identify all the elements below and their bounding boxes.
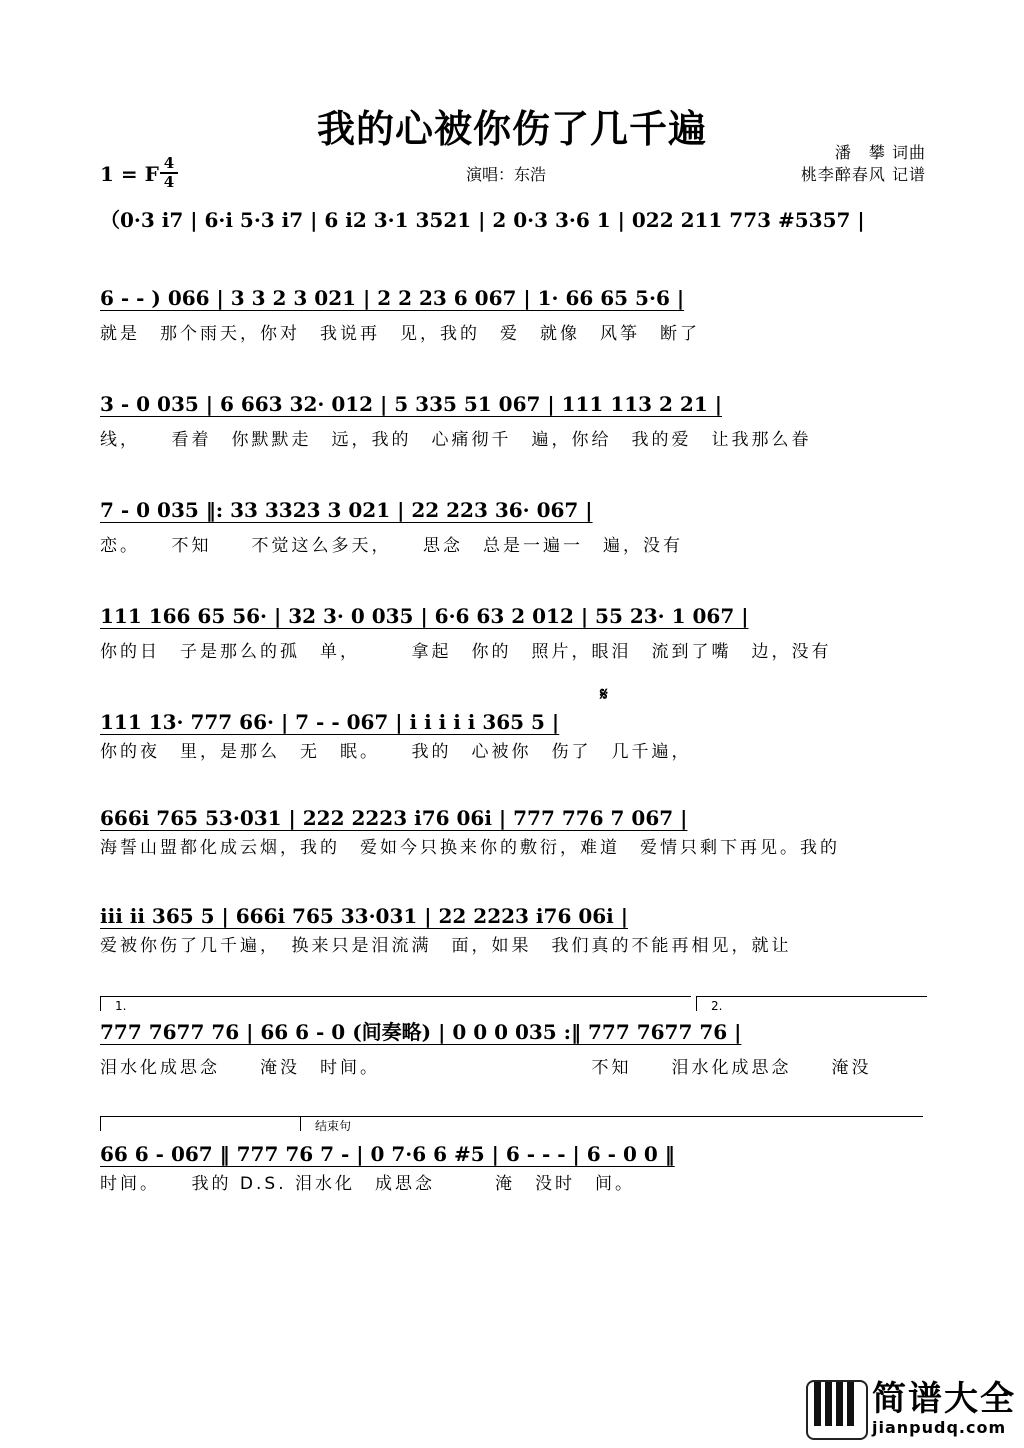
staff-line: 6 - - ) 066 | 3 3 2 3 021 | 2 2 23 6 067 | 1· 66 65 5·6 |: [100, 286, 685, 310]
staff-line: 3 - 0 035 | 6 663 32· 012 | 5 335 51 067 | 111 113 2 21 |: [100, 392, 722, 416]
lyricist-composer-credit: 潘 攀 词曲: [834, 143, 926, 162]
lyric-line: 线， 看着 你默默走 远，我的 心痛彻千 遍，你给 我的爱 让我那么眷: [100, 430, 812, 450]
segno-sign: 𝄋: [600, 684, 608, 705]
singer-credit: 演唱：东浩: [466, 165, 547, 184]
volta-bracket-2: 2.: [696, 996, 927, 1011]
lyric-line: 你的日 子是那么的孤 单， 拿起 你的 照片，眼泪 流到了嘴 边，没有: [100, 642, 832, 662]
lyric-line: 海誓山盟都化成云烟，我的 爱如今只换来你的敷衍，难道 爱情只剩下再见。我的: [100, 838, 840, 858]
piano-icon: [806, 1380, 868, 1440]
staff-line: 777 7677 76 | 66 6 - 0 (间奏略) | 0 0 0 035 :‖ 777 7677 76 |: [100, 1020, 742, 1044]
logo-url: jianpudq.com: [872, 1418, 1007, 1437]
key-signature: 1 = F: [100, 162, 159, 186]
transcriber-credit: 桃李醉春风 记谱: [800, 165, 926, 184]
open-bracket: [100, 1116, 301, 1131]
lyric-line: 就是 那个雨天，你对 我说再 见，我的 爱 就像 风筝 断了: [100, 324, 700, 344]
lyric-line: 恋。 不知 不觉这么多天， 思念 总是一遍一 遍，没有: [100, 536, 683, 556]
staff-line: 111 13· 777 66· | 7 - - 067 | i i i i i 365 5 |: [100, 710, 560, 734]
time-signature: [160, 156, 178, 190]
song-title: 我的心被你伤了几千遍: [316, 106, 707, 151]
staff-line: 111 166 65 56· | 32 3· 0 035 | 6·6 63 2 012 | 55 23· 1 067 |: [100, 604, 749, 628]
logo-brand: 简谱大全: [872, 1379, 1016, 1419]
staff-line: 7 - 0 035 ‖: 33 3323 3 021 | 22 223 36· 067 |: [100, 498, 593, 522]
time-signature-top: 4: [163, 154, 175, 172]
lyric-line: 爱被你伤了几千遍， 换来只是泪流满 面，如果 我们真的不能再相见，就让: [100, 936, 792, 956]
volta-bracket-1: 1.: [100, 996, 691, 1011]
time-signature-bottom: 4: [163, 173, 175, 191]
lyric-line: 你的夜 里，是那么 无 眠。 我的 心被你 伤了 几千遍，: [100, 742, 692, 762]
ending-bracket: 结束句: [300, 1116, 923, 1131]
lyric-line: 时间。 我的 D.S. 泪水化 成思念 淹 没时 间。: [100, 1174, 635, 1194]
staff-line: （0·3 i7 | 6·i 5·3 i7 | 6 i2 3·1 3521 | 2 0·3 3·6 1 | 022 211 773 #5357 |: [100, 208, 865, 232]
staff-line: iii ii 365 5 | 666i 765 33·031 | 22 2223 i76 06i |: [100, 904, 628, 928]
site-logo: [806, 1380, 1024, 1440]
staff-line: 66 6 - 067 ‖ 777 76 7 - | 0 7·6 6 #5 | 6 - - - | 6 - 0 0 ‖: [100, 1142, 675, 1166]
lyric-line: 泪水化成思念 淹没 时间。 不知 泪水化成思念 淹没: [100, 1058, 872, 1078]
staff-line: 666i 765 53·031 | 222 2223 i76 06i | 777 776 7 067 |: [100, 806, 688, 830]
